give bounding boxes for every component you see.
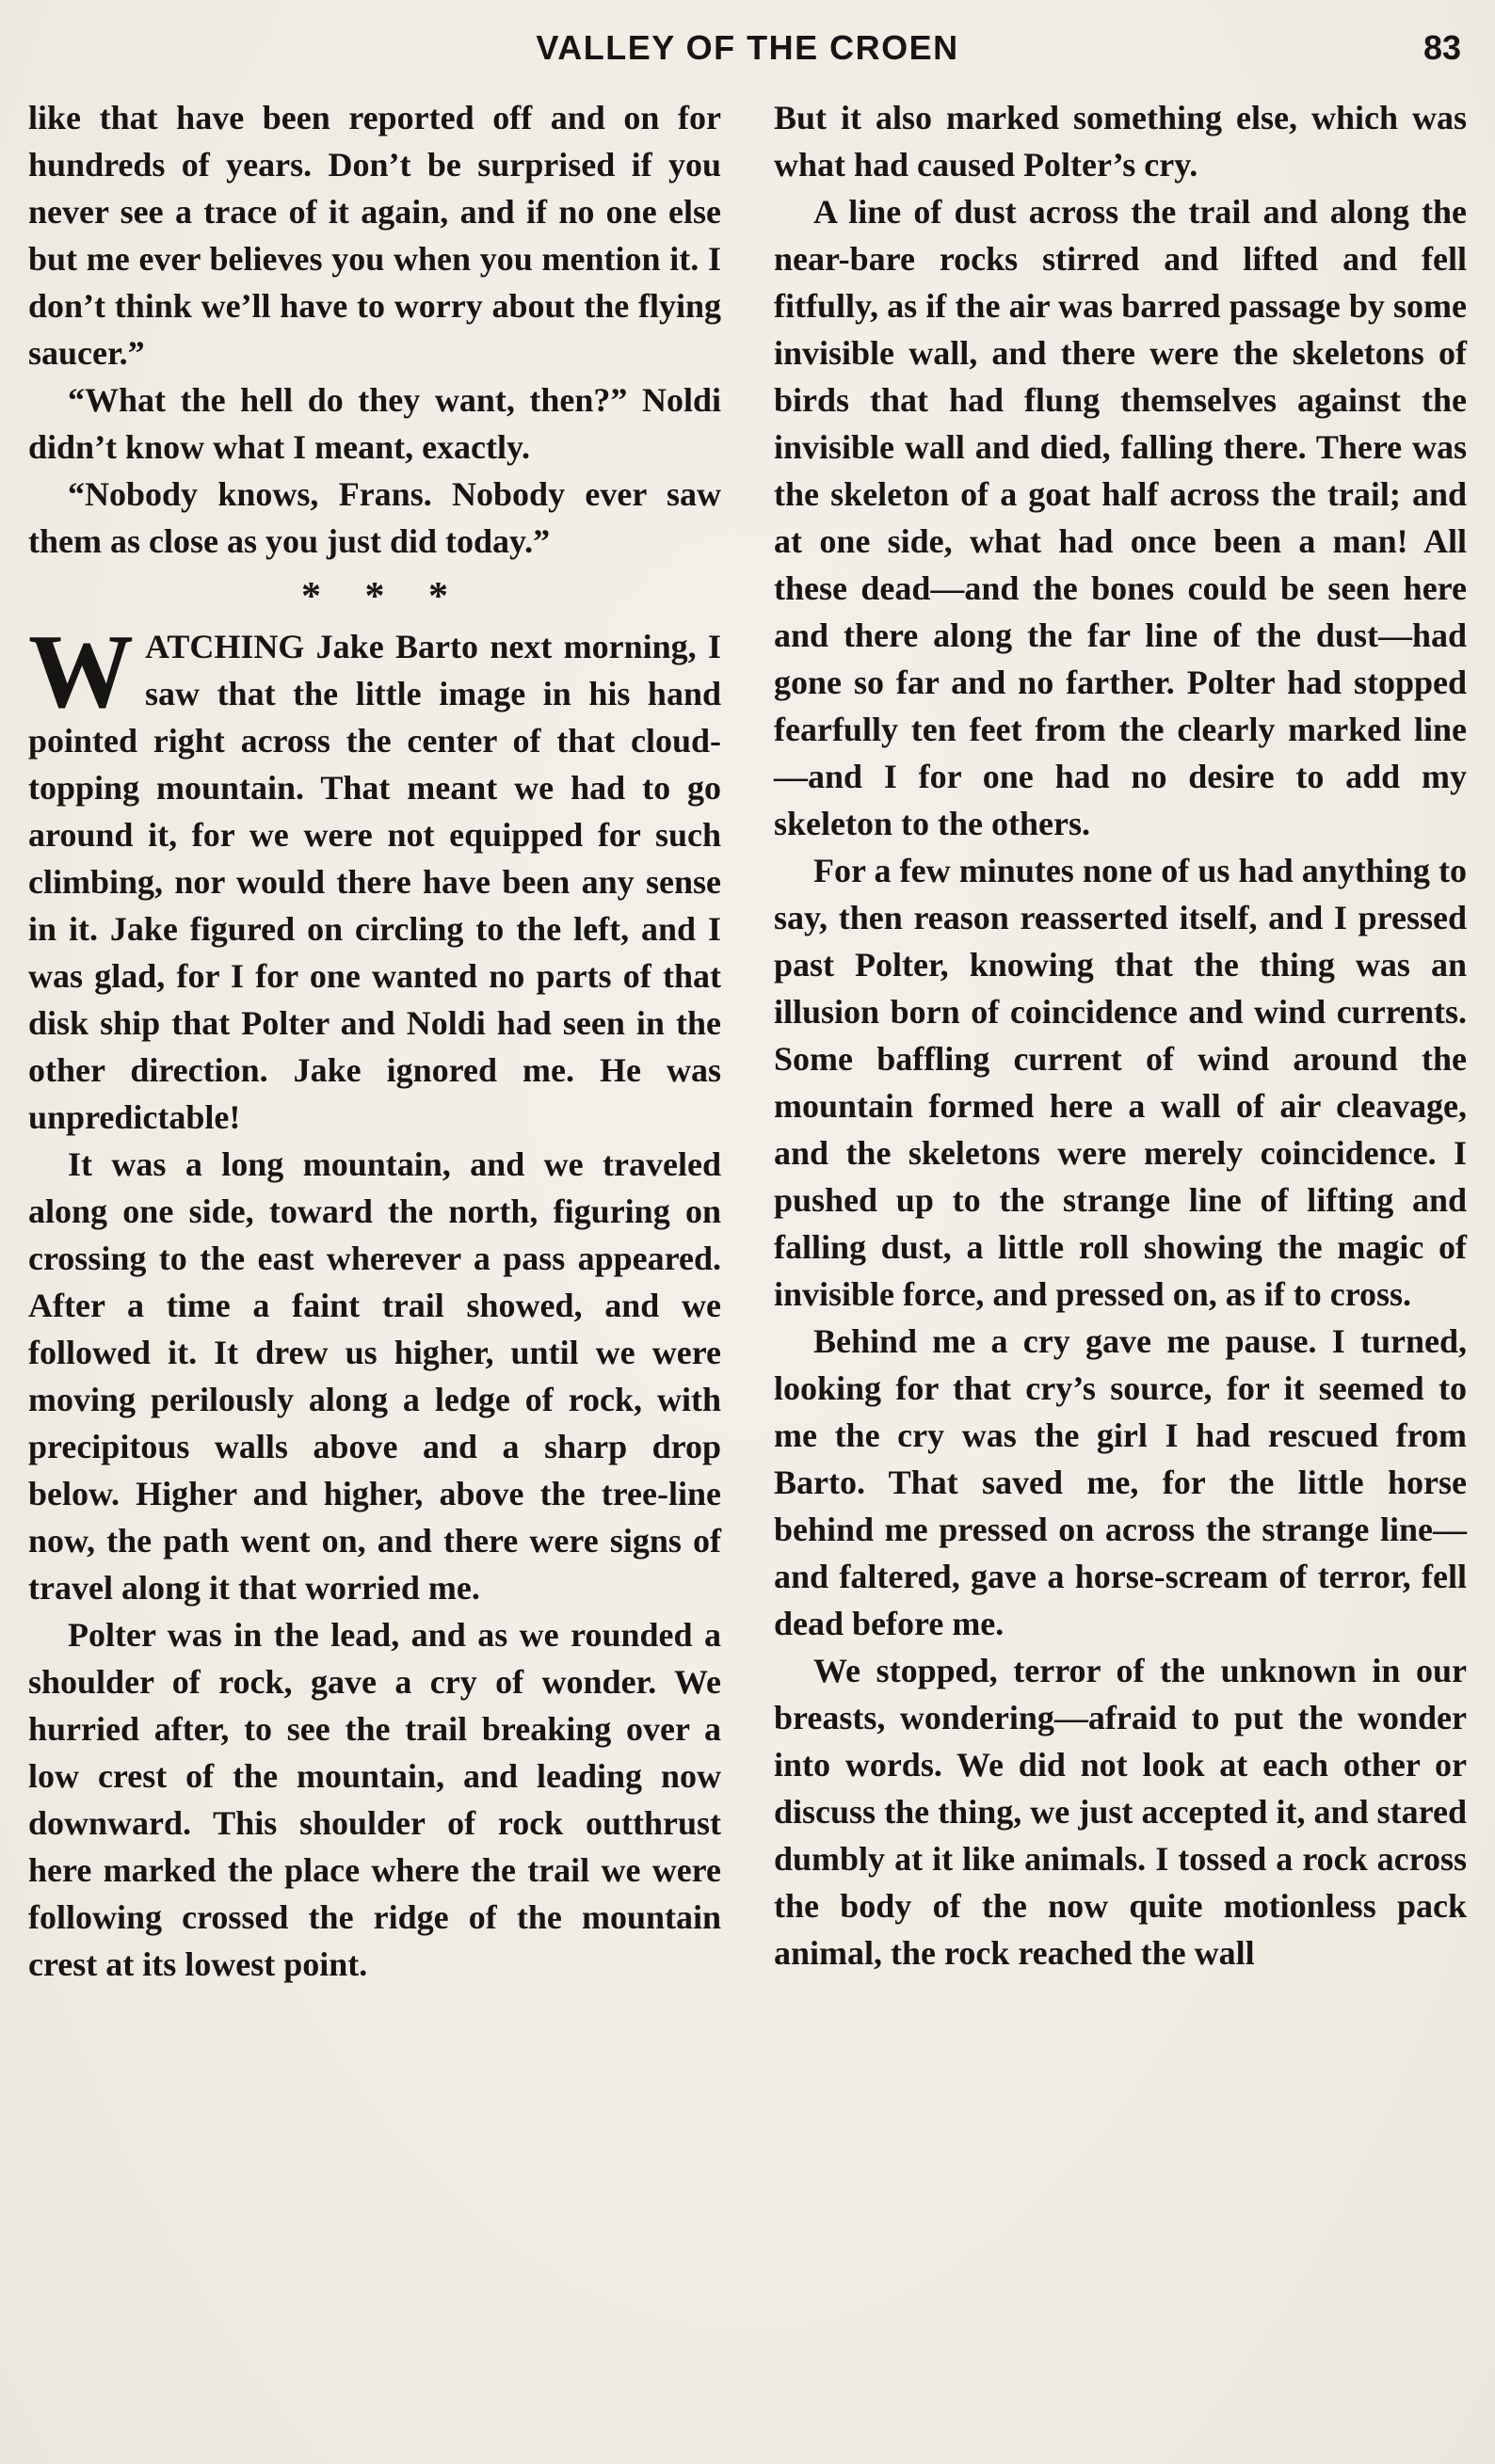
paragraph: “What the hell do they want, then?” Noldi didn’t know what I meant, exactly. — [28, 381, 721, 466]
paragraph: Polter was in the lead, and as we rounded a shoulder of rock, gave a cry of wonder. We hurried after, to see the trail breaking over a low crest of the mountain, and leading now downward. This shoulder of rock outthrust here marked the place where the trail we were following crossed the ridge of the mountain crest at its lowest point. — [28, 1616, 721, 1983]
drop-cap-letter: W — [28, 614, 134, 730]
page-header — [28, 21, 1467, 75]
paragraph-continuation: like that have been reported off and on for hundreds of years. Don’t be surprised if you never see a trace of it again, and if no one else but me ever believes you when you mention it. I don’t think we’ll have to worry about the flying saucer.” — [28, 99, 721, 372]
paragraph-dropcap — [28, 614, 721, 1141]
paragraph: For a few minutes none of us had anything to say, then reason reasserted itself, and I pressed past Polter, knowing that the thing was an illusion born of coincidence and wind currents. Some baffling current of wind around the mountain formed here a wall of air cleavage, and the skeletons were merely coincidence. I pushed up to the strange line of lifting and falling dust, a little roll showing the magic of invisible force, and pressed on, as if to cross. — [774, 852, 1467, 1313]
page-number: 83 — [1423, 28, 1461, 67]
section-separator: * * * — [301, 575, 448, 618]
paragraph: A line of dust across the trail and along the near-bare rocks stirred and lifted and fell fitfully, as if the air was barred passage by some invisible wall, and there were the skeletons of birds that had flung themselves against the invisible wall and died, falling there. There was the skeleton of a goat half across the trail; and at one side, what had once been a man! All these dead—and the bones could be seen here and there along the far line of the dust—had gone so far and no farther. Polter had stopped fearfully ten feet from the clearly marked line—and I for one had no desire to add my skeleton to the others. — [774, 193, 1467, 842]
paragraph: “Nobody knows, Frans. Nobody ever saw them as close as you just did today.” — [28, 475, 721, 560]
paragraph: We stopped, terror of the unknown in our breasts, wondering—afraid to put the wonder into words. We did not look at each other or discuss the thing, we just accepted it, and stared dumbly at it like animals. I tossed a rock across the body of the now quite motionless pack animal, the rock reached the wall — [774, 1652, 1467, 1972]
paragraph: It was a long mountain, and we traveled along one side, toward the north, figuring on crossing to the east wherever a pass appeared. After a time a faint trail showed, and we followed it. It drew us higher, until we were moving perilously along a ledge of rock, with precipitous walls above and a sharp drop below. Higher and higher, above the tree-line now, the path went on, and there were signs of travel along it that worried me. — [28, 1145, 721, 1607]
right-column — [774, 94, 1467, 1988]
paragraph: Behind me a cry gave me pause. I turned, looking for that cry’s source, for it seemed to me the cry was the girl I had rescued from Barto. That saved me, for the little horse behind me pressed on across the strange line—and faltered, gave a horse-scream of terror, fell dead before me. — [774, 1322, 1467, 1642]
left-column — [28, 94, 721, 1988]
running-title: VALLEY OF THE CROEN — [536, 28, 959, 67]
paragraph-text: ATCHING Jake Barto next morning, I saw that the little image in his hand pointed right across the center of that cloud-topping mountain. That meant we had to go around it, for we were not equipped for such climbing, nor would there have been any sense in it. Jake figured on circling to the left, and I was glad, for I for one wanted no parts of that disk ship that Polter and Noldi had seen in the other direction. Jake ignored me. He was unpredictable! — [28, 628, 721, 1136]
text-columns — [28, 94, 1467, 1988]
paragraph-continuation: But it also marked something else, which was what had caused Polter’s cry. — [774, 99, 1467, 184]
